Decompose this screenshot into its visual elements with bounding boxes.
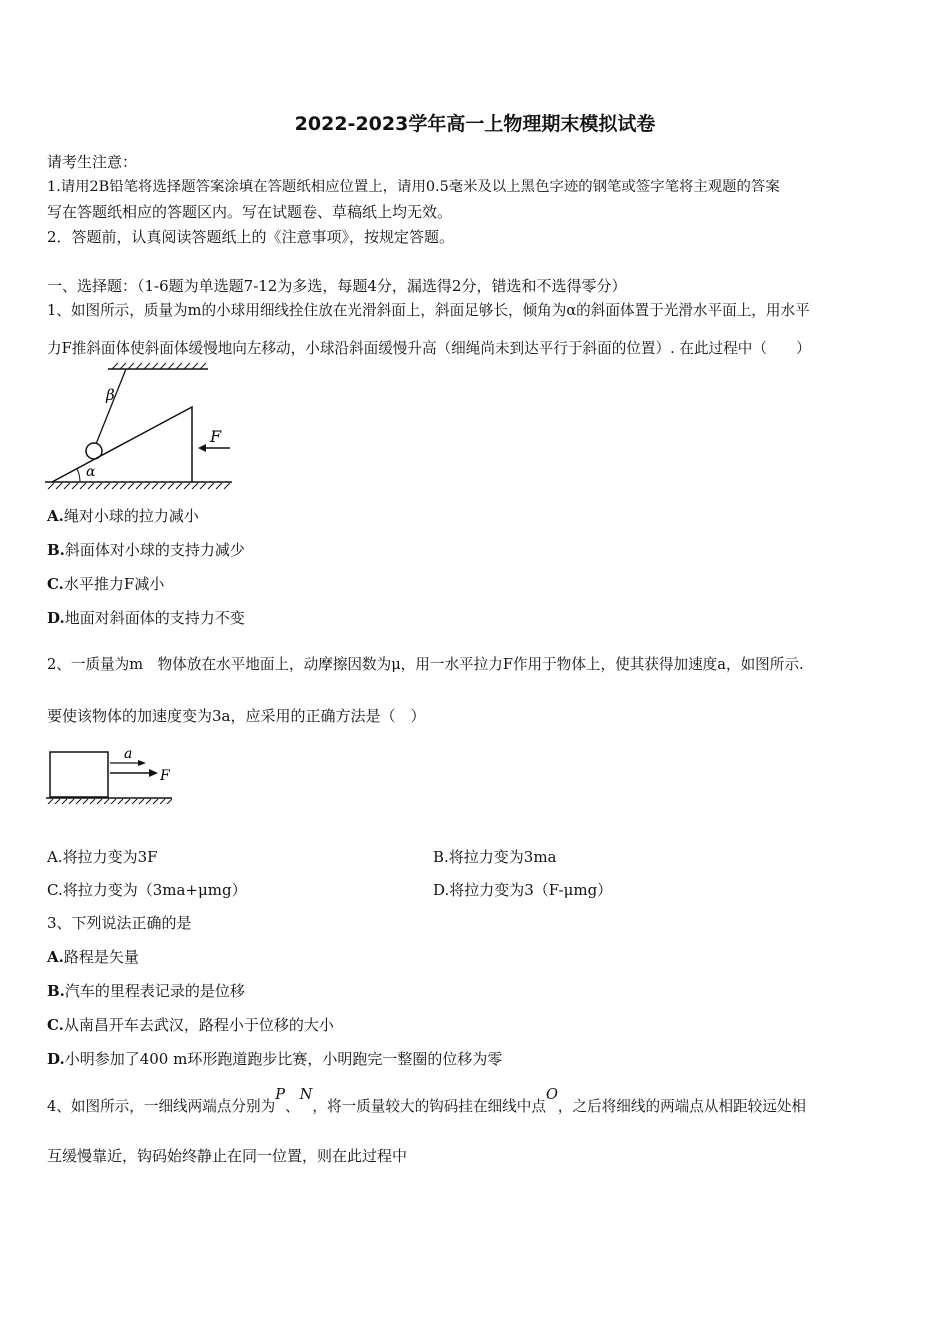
q4-stem-line-1: 4、如图所示，一细线两端点分别为P、N，将一质量较大的钩码挂在细线中点O，之后将细线的两端点从相距较远处相 <box>47 1086 807 1115</box>
q3-option-a: A.路程是矢量 <box>47 948 139 966</box>
q2-option-a: A.将拉力变为3F <box>47 848 158 866</box>
q2-option-d: D.将拉力变为3（F-μmg） <box>433 881 613 899</box>
q1-stem-line-2: 力F推斜面体使斜面体缓慢地向左移动，小球沿斜面缓慢升高（细绳尚未到达平行于斜面的位置）. 在此过程中（ ） <box>47 340 811 357</box>
q3-option-d: D.小明参加了400 m环形跑道跑步比赛，小明跑完一整圈的位移为零 <box>47 1050 503 1068</box>
notice-line-1: 1.请用2B铅笔将选择题答案涂填在答题纸相应位置上，请用0.5毫米及以上黑色字迹的钢笔或签字笔将主观题的答案 <box>47 179 780 195</box>
page-title: 2022-2023学年高一上物理期末模拟试卷 <box>294 113 656 135</box>
q1-fig-beta-label: β <box>106 386 115 404</box>
notice-heading: 请考生注意： <box>47 153 138 171</box>
q1-option-a: A.绳对小球的拉力减小 <box>47 507 199 525</box>
section-heading: 一、选择题：（1-6题为单选题7-12为多选，每题4分，漏选得2分，错选和不选得零分） <box>47 277 627 295</box>
q3-stem: 3、下列说法正确的是 <box>47 914 192 932</box>
q2-block-figure <box>44 742 176 806</box>
notice-line-2: 写在答题纸相应的答题区内。写在试题卷、草稿纸上均无效。 <box>47 203 453 221</box>
q2-fig-F-label: F <box>160 768 170 784</box>
q2-stem-line-1: 2、一质量为m 物体放在水平地面上，动摩擦因数为μ，用一水平拉力F作用于物体上，使其获得加速度a，如图所示. <box>47 656 804 673</box>
q1-option-d: D.地面对斜面体的支持力不变 <box>47 609 245 627</box>
q1-fig-alpha-label: α <box>86 464 96 480</box>
q2-option-c: C.将拉力变为（3ma+μmg） <box>47 881 247 899</box>
q1-fig-F-label: F <box>210 427 222 446</box>
q1-incline-figure <box>40 362 240 492</box>
q2-stem-line-2: 要使该物体的加速度变为3a，应采用的正确方法是（ ） <box>47 707 426 725</box>
q1-option-c: C.水平推力F减小 <box>47 575 165 593</box>
q2-fig-a-label: a <box>124 746 133 762</box>
q3-option-c: C.从南昌开车去武汉，路程小于位移的大小 <box>47 1016 334 1034</box>
q4-stem-line-2: 互缓慢靠近，钩码始终静止在同一位置，则在此过程中 <box>47 1147 408 1165</box>
q1-stem-line-1: 1、如图所示，质量为m的小球用细线拴住放在光滑斜面上，斜面足够长，倾角为α的斜面体置于光滑水平面上，用水平 <box>47 302 810 319</box>
q3-option-b: B.汽车的里程表记录的是位移 <box>47 982 245 1000</box>
q1-option-b: B.斜面体对小球的支持力减少 <box>47 541 245 559</box>
notice-line-3: 2．答题前，认真阅读答题纸上的《注意事项》，按规定答题。 <box>47 228 455 246</box>
q2-option-b: B.将拉力变为3ma <box>433 848 557 866</box>
